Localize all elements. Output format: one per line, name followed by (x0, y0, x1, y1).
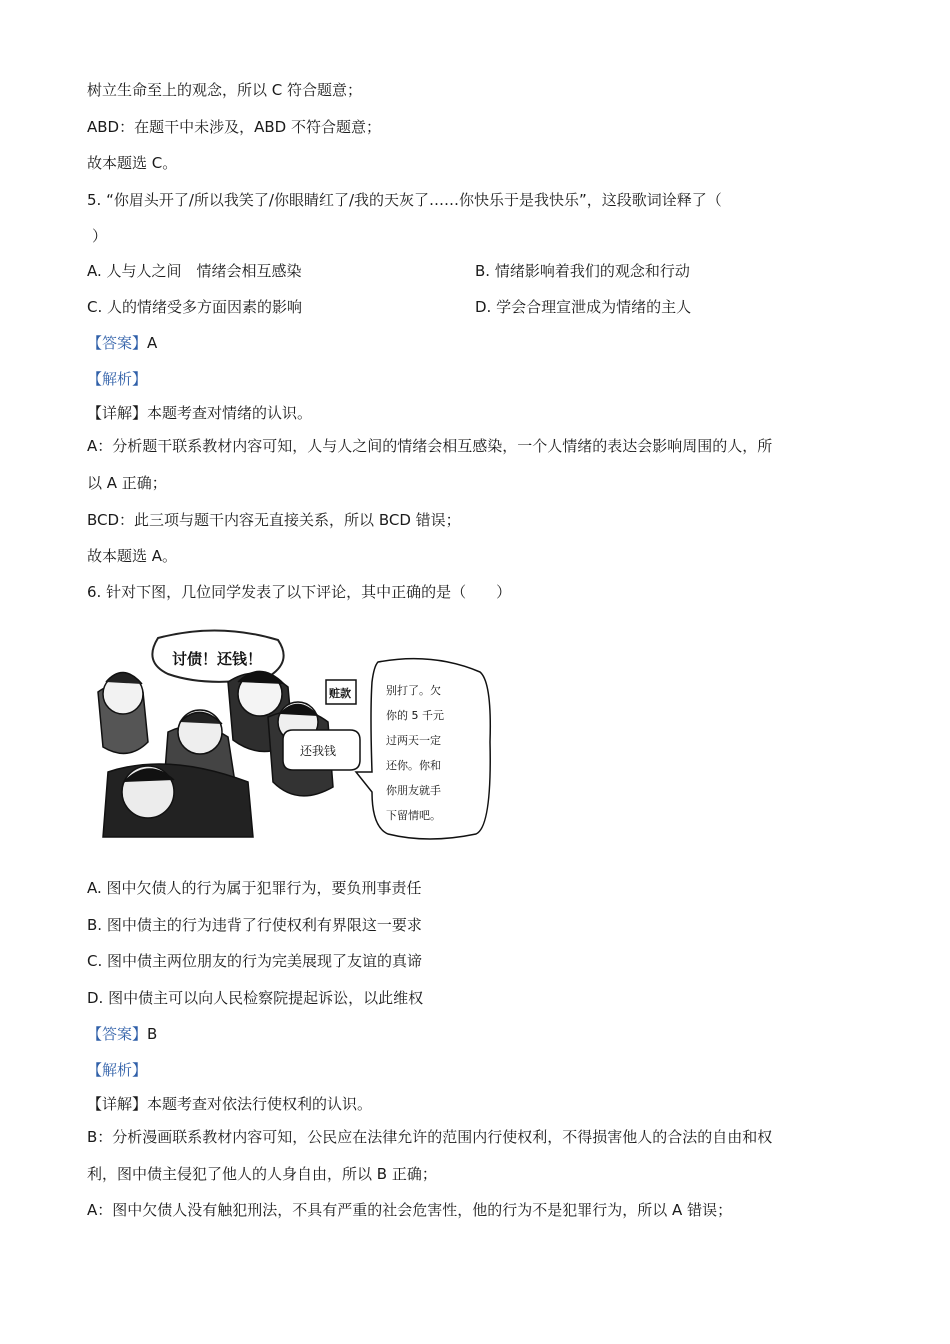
cartoon-speech-left: 还我钱 (300, 744, 337, 758)
q6-cartoon-image (88, 622, 492, 840)
cartoon-speech-right-line-5: 你朋友就手 (386, 784, 441, 797)
q5-stem-line-2: ） (92, 227, 108, 245)
q4-explanation-line-2: ABD：在题干中未涉及，ABD 不符合题意； (87, 118, 381, 136)
q5-option-c: C. 人的情绪受多方面因素的影响 (87, 298, 303, 316)
q6-explanation-line-3: A：图中欠债人没有触犯刑法，不具有严重的社会危害性，他的行为不是犯罪行为，所以 A 错误； (87, 1201, 733, 1219)
cartoon-speech-right-line-1: 别打了。欠 (386, 684, 441, 697)
q4-explanation-line-1: 树立生命至上的观念，所以 C 符合题意； (87, 81, 363, 99)
q5-answer-value: A (147, 334, 158, 352)
q6-answer (87, 1024, 157, 1044)
q6-option-c: C. 图中债主两位朋友的行为完美展现了友谊的真谛 (87, 952, 423, 970)
q5-explanation-line-3: BCD：此三项与题干内容无直接关系，所以 BCD 错误； (87, 511, 461, 529)
cartoon-speech-right-line-2: 你的 5 千元 (386, 709, 444, 722)
q5-analysis-tag: 【解析】 (87, 370, 148, 388)
q5-answer-tag: 【答案】 (87, 334, 148, 352)
q6-analysis-tag: 【解析】 (87, 1061, 148, 1079)
q5-option-b: B. 情绪影响着我们的观念和行动 (475, 262, 690, 280)
q5-conclusion: 故本题选 A。 (87, 547, 178, 565)
q5-explanation-line-2: 以 A 正确； (87, 474, 167, 492)
q6-option-a: A. 图中欠债人的行为属于犯罪行为，要负刑事责任 (87, 879, 422, 897)
q6-explanation-line-1: B：分析漫画联系教材内容可知，公民应在法律允许的范围内行使权利，不得损害他人的合法的自由和权 (87, 1128, 773, 1146)
cartoon-sign-text: 赃款 (329, 687, 351, 700)
cartoon-speech-right-line-3: 过两天一定 (386, 734, 441, 747)
cartoon-speech-right-line-6: 下留情吧。 (386, 809, 441, 822)
q5-option-a: A. 人与人之间 情绪会相互感染 (87, 262, 302, 280)
q5-stem-line-1: 5. “你眉头开了/所以我笑了/你眼睛红了/我的天灰了……你快乐于是我快乐”，这段歌词诠释了（ (87, 191, 722, 209)
q4-conclusion: 故本题选 C。 (87, 154, 178, 172)
q6-answer-tag: 【答案】 (87, 1025, 148, 1043)
q5-option-d: D. 学会合理宣泄成为情绪的主人 (475, 298, 692, 316)
q5-detail-tag: 【详解】 (87, 404, 148, 422)
q6-explanation-line-2: 利，图中债主侵犯了他人的人身自由，所以 B 正确； (87, 1165, 437, 1183)
q6-stem: 6. 针对下图，几位同学发表了以下评论，其中正确的是（ ） (87, 583, 512, 601)
cartoon-speech-right-line-4: 还你。你和 (386, 759, 441, 772)
q6-detail-tag: 【详解】 (87, 1095, 148, 1113)
q6-option-d: D. 图中债主可以向人民检察院提起诉讼，以此维权 (87, 989, 424, 1007)
q5-answer (87, 333, 157, 353)
cartoon-shout-text: 讨债！还钱！ (172, 650, 263, 668)
q6-detail (87, 1094, 372, 1114)
q6-answer-value: B (147, 1025, 158, 1043)
q5-detail-text: 本题考查对情绪的认识。 (147, 404, 313, 422)
q5-detail (87, 403, 312, 423)
q5-explanation-line-1: A：分析题干联系教材内容可知，人与人之间的情绪会相互感染，一个人情绪的表达会影响周围的人，所 (87, 437, 773, 455)
q6-detail-text: 本题考查对依法行使权利的认识。 (147, 1095, 373, 1113)
q6-option-b: B. 图中债主的行为违背了行使权利有界限这一要求 (87, 916, 422, 934)
